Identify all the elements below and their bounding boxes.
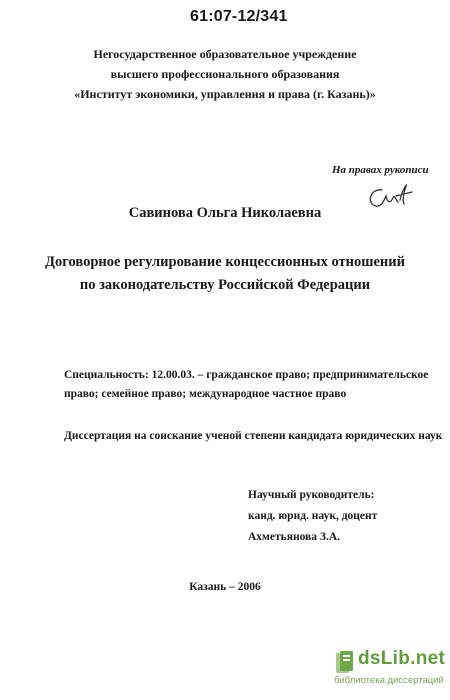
title-line-1: Договорное регулирование концессионных отношений [45, 254, 405, 270]
specialty-line-1: Специальность: 12.00.03. – гражданское право; предпринимательское [64, 369, 429, 381]
institution-line-1: Негосударственное образовательное учреждение [93, 47, 357, 61]
supervisor-label: Научный руководитель: [248, 489, 375, 501]
library-code: 61:07-12/341 [190, 8, 288, 25]
supervisor-name: Ахметьянова З.А. [248, 531, 340, 543]
institution-line-3: «Институт экономики, управления и права (г. Казань)» [74, 87, 376, 101]
institution-line-2: высшего профессионального образования [110, 67, 340, 81]
specialty-line-2: право; семейное право; международное частное право [64, 388, 347, 400]
title-line-2: по законодательству Российской Федерации [79, 277, 371, 293]
dissertation-note: Диссертация на соискание ученой степени кандидата юридических наук [64, 430, 443, 442]
supervisor-degree: канд. юрид. наук, доцент [248, 510, 378, 522]
watermark [334, 648, 444, 693]
city-year: Казань – 2006 [189, 581, 261, 593]
manuscript-rights: На правах рукописи [332, 164, 429, 176]
watermark-subtitle: библиотека диссертаций [334, 675, 444, 686]
author-name: Савинова Ольга Николаевна [128, 205, 322, 221]
dslib-logo-icon [334, 650, 356, 676]
watermark-name: dsLib.net [358, 648, 446, 669]
